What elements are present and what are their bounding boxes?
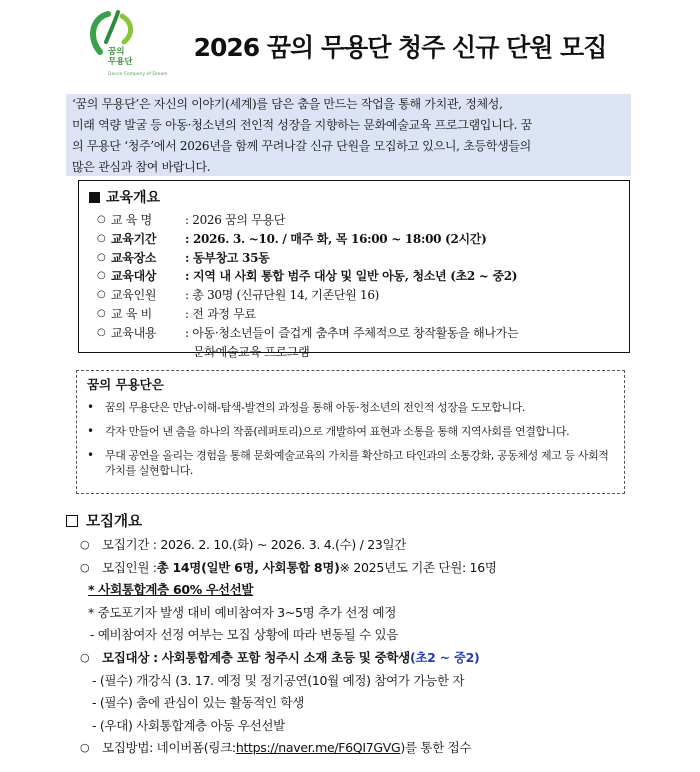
- about-item: • 꿈의 무용단은 만남-이해-탐색-발견의 과정을 통해 아동·청소년의 전인적 성장을 도모합니다.: [87, 400, 526, 414]
- overview-row: ○ 교육기간 : 2026. 3. ~10. / 매주 화, 목 16:00 ~ 18:00 (2시간): [89, 230, 619, 249]
- circle-bullet-icon: ○: [97, 270, 106, 282]
- recruit-reserve: * 중도포기자 발생 대비 예비참여자 3~5명 추가 선정 예정: [88, 604, 397, 620]
- recruit-priority: * 사회통합계층 60% 우선선발: [88, 582, 254, 598]
- overview-row: ○ 교 육 비 : 전 과정 무료: [89, 305, 619, 324]
- about-item: • 무대 공연을 올리는 경험을 통해 문화예술교육의 가치를 확산하고 타인과의 소통강화, 공동체성 제고 등 사회적 가치를 실현합니다.: [87, 448, 609, 477]
- logo-name: 꿈의 무용단: [108, 47, 133, 67]
- circle-bullet-icon: ○: [97, 214, 106, 225]
- about-dance-company-box: [76, 370, 625, 494]
- overview-heading: 교육개요: [89, 187, 619, 207]
- recruit-details: [80, 534, 680, 760]
- intro-line: 미래 역량 발굴 등 아동·청소년의 전인적 성장을 지향하는 문화예술교육 프로그램입니다. 꿈: [72, 118, 532, 132]
- recruit-condition: - (필수) 개강식 (3. 17. 예정 및 정기공연(10월 예정) 참여가 가능한 자: [92, 672, 465, 688]
- square-bullet-icon: [89, 192, 100, 203]
- recruit-method: ○ 모집방법: 네이버폼(링크: https://naver.me/F6QI7GVG )를 통한 접수: [80, 737, 680, 760]
- intro-line: 많은 관심과 참여 바랍니다.: [72, 160, 211, 174]
- circle-bullet-icon: ○: [97, 289, 106, 301]
- dot-bullet-icon: •: [87, 400, 94, 414]
- intro-line: ‘꿈의 무용단’은 자신의 이야기(세계)를 담은 춤을 만드는 작업을 통해 가치관, 정체성,: [72, 97, 503, 111]
- circle-bullet-icon: ○: [97, 232, 106, 244]
- recruit-condition: - (필수) 춤에 관심이 있는 활동적인 학생: [92, 695, 305, 711]
- page-title: 2026 꿈의 무용단 청주 신규 단원 모집: [193, 33, 607, 62]
- recruit-target: ○ 모집대상 : 사회통합계층 포함 청주시 소재 초등 및 중학생 (초2 ~ 중2): [80, 647, 680, 670]
- circle-bullet-icon: ○: [80, 650, 90, 664]
- recruit-count: ○ 모집인원 : 총 14명(일반 6명, 사회통합 8명) ※ 2025년도 기존 단원: 16명: [80, 557, 680, 580]
- intro-line: 의 무용단 ‘청주’에서 2026년을 함께 꾸려나갈 신규 단원을 모집하고 있으니, 초등학생들의: [72, 139, 531, 153]
- overview-row: ○ 교 육 명 : 2026 꿈의 무용단: [89, 211, 619, 230]
- hollow-square-icon: [66, 515, 78, 527]
- circle-bullet-icon: ○: [80, 538, 90, 551]
- overview-row: ○ 교육장소 : 동부창고 35동: [89, 249, 619, 268]
- dance-company-logo: [78, 8, 156, 78]
- overview-content-continuation: 문화예술교육 프로그램: [193, 344, 310, 359]
- education-overview-box: [78, 180, 630, 359]
- overview-row: ○ 교육내용 : 아동·청소년들이 즐겁게 춤추며 주체적으로 창작활동을 해나가는: [89, 324, 619, 343]
- about-item: • 각자 만들어 낸 춤을 하나의 작품(레퍼토리)으로 개발하여 표현과 소통을 통해 지역사회를 연결합니다.: [87, 424, 570, 438]
- recruit-reserve-note: - 예비참여자 선정 여부는 모집 상황에 따라 변동될 수 있음: [90, 627, 399, 643]
- overview-row: ○ 교육대상 : 지역 내 사회 통합 범주 대상 및 일반 아동, 청소년 (초2 ~ 중2): [89, 267, 619, 286]
- intro-paragraph: [66, 94, 631, 176]
- about-heading: 꿈의 무용단은: [87, 377, 164, 392]
- circle-bullet-icon: ○: [97, 307, 106, 319]
- circle-bullet-icon: ○: [80, 741, 90, 755]
- logo-subtitle: Dance Company of Dream: [108, 72, 168, 77]
- recruit-period: ○ 모집기간 : 2026. 2. 10.(화) ~ 2026. 3. 4.(수) / 23일간: [80, 534, 680, 557]
- circle-bullet-icon: ○: [97, 326, 106, 338]
- overview-row: ○ 교육인원 : 총 30명 (신규단원 14, 기존단원 16): [89, 286, 619, 305]
- circle-bullet-icon: ○: [97, 251, 106, 263]
- dot-bullet-icon: •: [87, 448, 94, 462]
- dot-bullet-icon: •: [87, 424, 94, 438]
- recruit-condition: - (우대) 사회통합계층 아동 우선선발: [92, 717, 285, 733]
- recruit-heading: 모집개요: [66, 510, 142, 531]
- circle-bullet-icon: ○: [80, 560, 90, 574]
- application-form-link[interactable]: https://naver.me/F6QI7GVG: [235, 740, 401, 756]
